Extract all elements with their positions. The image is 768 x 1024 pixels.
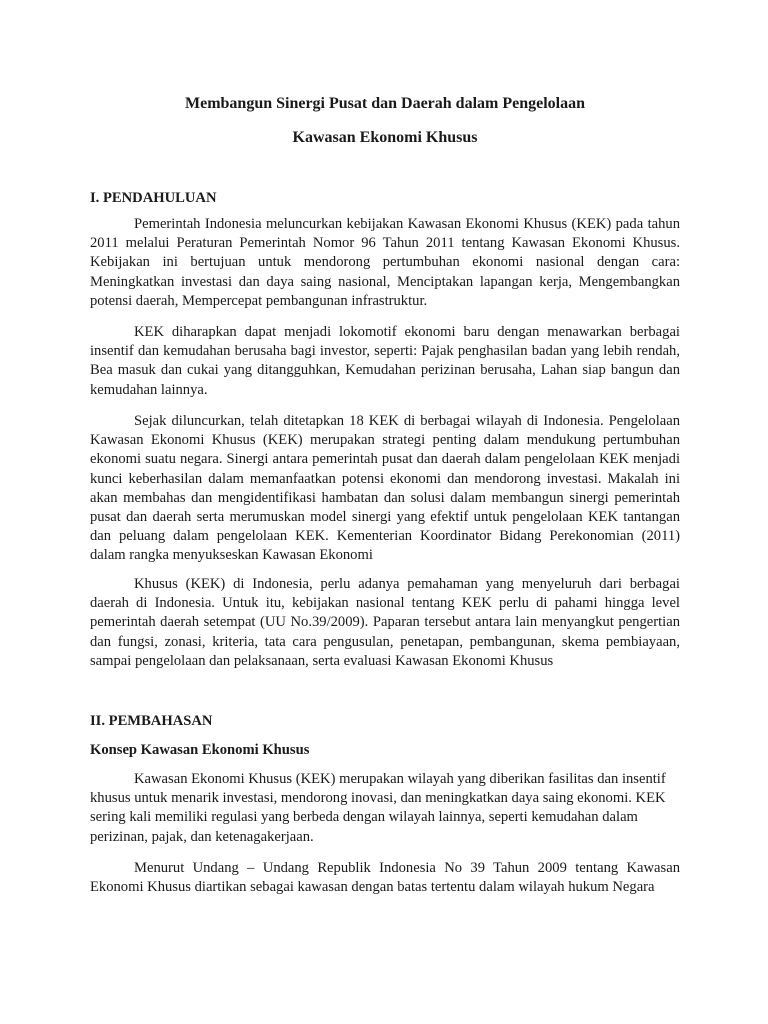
document-title-line-2: Kawasan Ekonomi Khusus [292, 129, 478, 146]
paragraph: Menurut Undang – Undang Republik Indonesia No 39 Tahun 2009 tentang Kawasan Ekonomi Khusus diartikan sebagai kawasan dengan batas tertentu dalam wilayah hukum Negara [90, 860, 680, 896]
paragraph: Kawasan Ekonomi Khusus (KEK) merupakan wilayah yang diberikan fasilitas dan insentif khusus untuk menarik investasi, mendorong inovasi, dan meningkatkan daya saing ekonomi. KEK sering kali memiliki regulasi yang berbeda dengan wilayah lainnya, seperti kemudahan dalam perizinan, pajak, dan ketenagakerjaan. [90, 771, 666, 845]
paragraph: KEK diharapkan dapat menjadi lokomotif ekonomi baru dengan menawarkan berbagai insentif dan kemudahan berusaha bagi investor, seperti: Pajak penghasilan badan yang lebih rendah, Bea masuk dan cukai yang ditangguhkan, Kemudahan perizinan berusaha, Lahan siap bangun dan kemudahan lainnya. [90, 324, 680, 398]
section-heading-pembahasan: II. PEMBAHASAN [90, 713, 213, 729]
subheading-konsep-kek: Konsep Kawasan Ekonomi Khusus [90, 742, 310, 758]
document-title-line-1: Membangun Sinergi Pusat dan Daerah dalam Pengelolaan [184, 95, 586, 112]
paragraph: Pemerintah Indonesia meluncurkan kebijakan Kawasan Ekonomi Khusus (KEK) pada tahun 2011 melalui Peraturan Pemerintah Nomor 96 Tahun 2011 tentang Kawasan Ekonomi Khusus. Kebijakan ini bertujuan untuk mendorong pertumbuhan ekonomi nasional dengan cara: Meningkatkan investasi dan daya saing nasional, Menciptakan lapangan kerja, Mengembangkan potensi daerah, Mempercepat pembangunan infrastruktur. [90, 216, 680, 309]
paragraph: Khusus (KEK) di Indonesia, perlu adanya pemahaman yang menyeluruh dari berbagai daerah di Indonesia. Untuk itu, kebijakan nasional tentang KEK perlu di pahami hingga level pemerintah daerah setempat (UU No.39/2009). Paparan tersebut antara lain menyangkut pengertian dan fungsi, zonasi, kriteria, tata cara pengusulan, penetapan, pembangunan, skema pembiayaan, sampai pengelolaan dan pelaksanaan, serta evaluasi Kawasan Ekonomi Khusus [90, 576, 680, 669]
section-heading-pendahuluan: I. PENDAHULUAN [90, 190, 217, 206]
paragraph: Sejak diluncurkan, telah ditetapkan 18 KEK di berbagai wilayah di Indonesia. Pengelolaan Kawasan Ekonomi Khusus (KEK) merupakan strategi penting dalam mendukung pertumbuhan ekonomi suatu negara. Sinergi antara pemerintah pusat dan daerah dalam pengelolaan KEK menjadi kunci keberhasilan dalam memanfaatkan potensi ekonomi dan mendorong investasi. Makalah ini akan membahas dan mengidentifikasi hambatan dan solusi dalam membangun sinergi pemerintah pusat dan daerah serta merumuskan model sinergi yang efektif untuk pengelolaan KEK tantangan dan peluang dalam pengelolaan KEK. Kementerian Koordinator Bidang Perekonomian (2011) dalam rangka menyukseskan Kawasan Ekonomi [90, 413, 680, 564]
